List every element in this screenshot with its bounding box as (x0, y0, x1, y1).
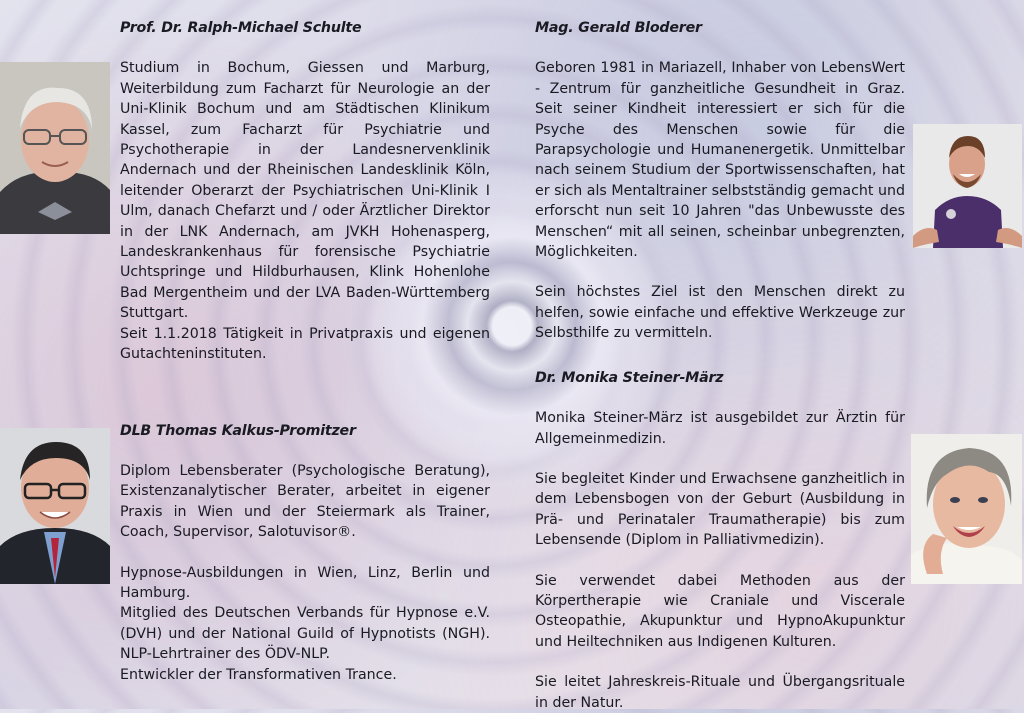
portrait-photo-steiner-maerz (911, 434, 1022, 584)
bio-paragraph: Sie verwendet dabei Methoden aus der Körpertherapie wie Craniale und Viscerale Osteopathie, Akupunktur und HypnoAkupunktur und Heiltechniken aus Indigenen Kulturen. (535, 572, 905, 650)
bio-paragraph: Seit 1.1.2018 Tätigkeit in Privatpraxis und eigenen Gutachteninstituten. (120, 325, 490, 363)
portrait-photo-schulte (0, 62, 110, 234)
bio-paragraph: Diplom Lebensberater (Psychologische Beratung), Existenzanalytischer Berater, arbeitet in eigener Praxis in Wien und der Steiermark als Trainer, Coach, Supervisor, Salotuvisor®. (120, 462, 490, 541)
right-column (535, 0, 905, 713)
bio-paragraph: Mitglied des Deutschen Verbands für Hypnose e.V. (DVH) und der National Guild of Hypnotists (NGH). NLP-Lehrtrainer des ÖDV-NLP. (120, 605, 490, 663)
bio-paragraph: Geboren 1981 in Mariazell, Inhaber von LebensWert - Zentrum für ganzheitliche Gesundheit in Graz. Seit seiner Kindheit interessiert er sich für die Psyche des Menschen sowie für die Parapsychologie und Humanenergetik. Unmittelbar nach seinem Studium der Sportwissenschaften, hat er sich als Mentaltrainer selbstständig gemacht und erforscht nun seit 10 Jahren "das Unbewusste des Menschen“ mit all seinen, scheinbar unbegrenzten, Möglichkeiten. (535, 60, 905, 261)
person-name-steiner-maerz: Dr. Monika Steiner-März (535, 369, 724, 386)
bio-paragraph: Monika Steiner-März ist ausgebildet zur Ärztin für Allgemeinmedizin. (535, 410, 905, 447)
bio-paragraph: Entwickler der Transformativen Trance. (120, 666, 397, 683)
bio-paragraph: Studium in Bochum, Giessen und Marburg, Weiterbildung zum Facharzt für Neurologie an der Uni-Klinik Bochum und am Städtischen Klinikum Kassel, zum Facharzt für Psychiatrie und Psychotherapie in der Landesnervenklinik Andernach und der Rheinischen Landesklinik Köln, leitender Oberarzt der Psychiatrischen Uni-Klinik I Ulm, danach Chefarzt und / oder Ärztlicher Direktor in der LNK Andernach, am JVKH Hohenasperg, Landeskrankenhaus für forensische Psychiatrie Uchtspringe und Hildburhausen, Klink Hohenlohe Bad Mergentheim und der LVA Baden-Württemberg Stuttgart. (120, 60, 490, 322)
person-name-kalkus-promitzer: DLB Thomas Kalkus-Promitzer (120, 422, 356, 439)
portrait-photo-kalkus-promitzer (0, 428, 110, 584)
bio-paragraph: Sie leitet Jahreskreis-Rituale und Übergangsrituale in der Natur. (535, 674, 905, 711)
bio-paragraph: Sein höchstes Ziel ist den Menschen direkt zu helfen, sowie einfache und effektive Werkzeuge zur Selbsthilfe zu vermitteln. (535, 284, 905, 342)
bio-paragraph: Sie begleitet Kinder und Erwachsene ganzheitlich in dem Lebensbogen von der Geburt (Ausbildung in Prä- und Perinataler Traumatherapie) bis zum Lebensende (Diplom in Palliativmedizin). (535, 470, 905, 549)
bio-paragraph: Hypnose-Ausbildungen in Wien, Linz, Berlin und Hamburg. (120, 564, 490, 601)
person-name-schulte: Prof. Dr. Ralph-Michael Schulte (120, 20, 362, 36)
person-name-bloderer: Mag. Gerald Bloderer (535, 20, 702, 36)
portrait-photo-bloderer (913, 124, 1022, 248)
left-column (120, 0, 490, 685)
